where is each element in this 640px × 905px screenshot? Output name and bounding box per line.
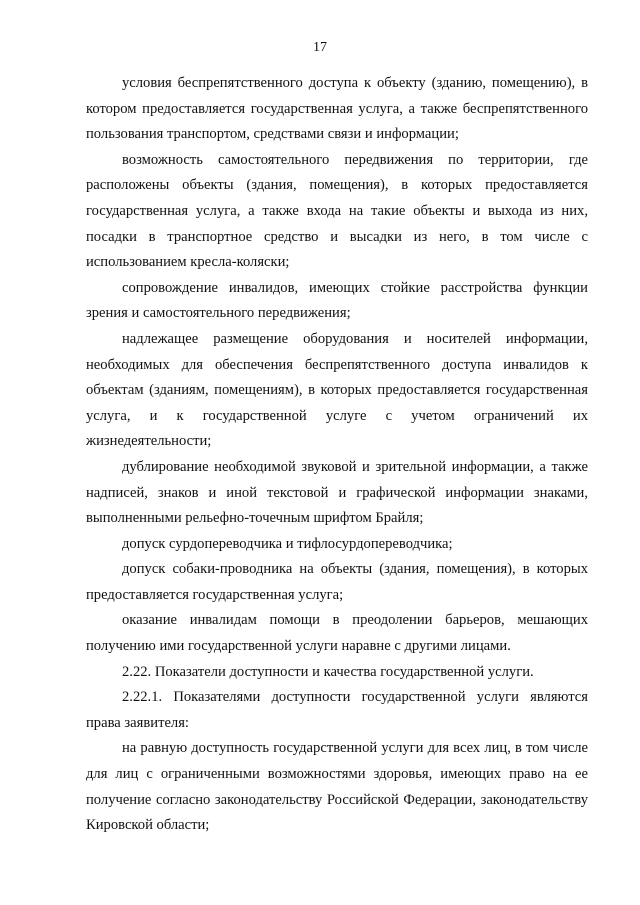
paragraph: на равную доступность государственной услуги для всех лиц, в том числе для лиц с ограниченными возможностями здоровья, имеющих право на ее получение согласно законодательству Российской Федерации, законодательству Кировской области;	[86, 740, 588, 834]
paragraph: допуск собаки-проводника на объекты (здания, помещения), в которых предоставляется государственная услуга;	[86, 561, 588, 603]
paragraph: допуск сурдопереводчика и тифлосурдопереводчика;	[122, 535, 453, 552]
body-text	[86, 71, 588, 839]
paragraph: сопровождение инвалидов, имеющих стойкие расстройства функции зрения и самостоятельного передвижения;	[86, 279, 588, 322]
paragraph: возможность самостоятельного передвижения по территории, где расположены объекты (здания, помещения), в которых предоставляется государственная услуга, а также входа на такие объекты и выхода из них, посадки в транспортное средство и высадки из него, в том числе с использованием кресла-коляски;	[86, 151, 588, 271]
section-heading: 2.22. Показатели доступности и качества государственной услуги.	[122, 663, 534, 680]
paragraph: условия беспрепятственного доступа к объекту (зданию, помещению), в котором предоставляется государственная услуга, а также беспрепятственного пользования транспортом, средствами связи и информации;	[86, 75, 588, 143]
paragraph: 2.22.1. Показателями доступности государственной услуги являются права заявителя:	[86, 689, 588, 731]
page-number: 17	[313, 40, 327, 55]
paragraph: надлежащее размещение оборудования и носителей информации, необходимых для обеспечения беспрепятственного доступа инвалидов к объектам (зданиям, помещениям), в которых предоставляется государственная услуга, и к государственной услуге с учетом ограничений их жизнедеятельности;	[86, 330, 588, 450]
paragraph: оказание инвалидам помощи в преодолении барьеров, мешающих получению ими государственной услуги наравне с другими лицами.	[86, 612, 588, 655]
paragraph: дублирование необходимой звуковой и зрительной информации, а также надписей, знаков и иной текстовой и графической информации знаками, выполненными рельефно-точечным шрифтом Брайля;	[86, 458, 588, 527]
